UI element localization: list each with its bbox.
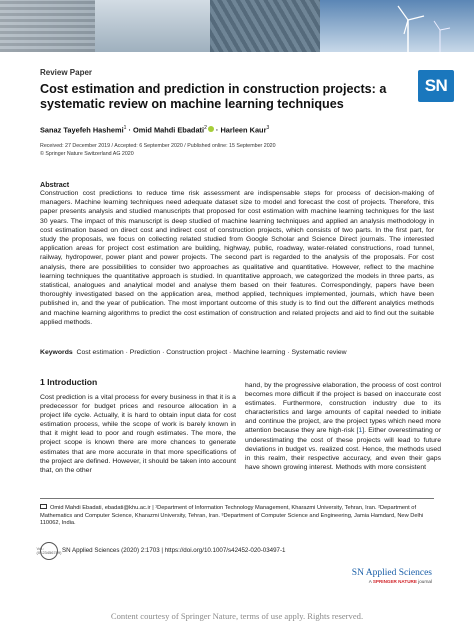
abstract-heading: Abstract <box>40 180 70 189</box>
affiliation-marker: 3 <box>266 125 270 131</box>
affiliations-footnote <box>40 504 434 528</box>
affiliations-text: Omid Mahdi Ebadati, ebadati@khu.ac.ir | ¹Department of Information Technology Management, Kharazmi University, Tehran, Iran. ²Department of Mathematics and Computer Science, Kharazmi University, Tehran, Iran. ³Department of Computer Science and Engineering, Jamia Hamdard, New Delhi 110062, India. <box>40 505 424 527</box>
author-separator: · <box>213 125 221 135</box>
crossmark-badge[interactable] <box>36 542 62 560</box>
intro-column-right <box>245 381 441 472</box>
dates-line: Received: 27 December 2019 / Accepted: 6 September 2020 / Published online: 15 September 2020 <box>40 143 276 149</box>
envelope-icon <box>40 504 47 509</box>
badge-text: Vol.:(0123456789) <box>36 546 62 555</box>
copyright-line: © Springer Nature Switzerland AG 2020 <box>40 150 134 157</box>
journal-name: SN Applied Sciences <box>351 568 432 578</box>
journal-brand <box>352 568 432 584</box>
paper-title: Cost estimation and prediction in construction projects: a systematic review on machine learning techniques <box>40 82 387 111</box>
affiliation-marker: 2 <box>204 125 207 131</box>
author-separator: · <box>126 125 134 135</box>
header-banner-image <box>0 0 474 52</box>
keywords <box>40 349 434 356</box>
body-text: hand, by the progressive elaboration, the process of cost control becomes more difficult if the project is based on inaccurate cost estimates. Furthermore, construction industry due to its characteristics and large amounts of capital needed to initiate and continue the project, are the project types which need more attention because they are high-risk [ <box>245 382 441 435</box>
publisher-line <box>352 579 432 584</box>
section-heading: 1 Introduction <box>40 377 98 387</box>
section-label: Review Paper <box>40 68 93 77</box>
keywords-label: Keywords <box>40 349 73 356</box>
author-name[interactable]: Omid Mahdi Ebadati <box>133 125 205 135</box>
publication-dates <box>40 143 276 158</box>
publisher-name: SPRINGER NATURE <box>372 579 417 584</box>
wind-turbine-icon <box>0 0 474 52</box>
intro-column-left: Cost prediction is a vital process for every business in that it is a predecessor for budget prices and resource allocation in a project life cycle. Actually, it is hard to obtain input data for cost estimation process, while the scope of work is barely known in that it might lead to poor and rough estimates. The more, the project scope is known there are more chances to generate estimates that are more accurate in that more specifications of the project are defined. However, it should be taken into account that, on the other <box>40 394 236 474</box>
abstract-text: Construction cost predictions to reduce time risk assessment are indispensable steps for process of decision-making of managers. Machine learning techniques need adequate dataset size to model and forecast the cost of projects. Therefore, this paper presents analysis and studied manuscripts that proposed for cost estimation with machine learning techniques for the last 30 years. The impact of this manuscript is deep studied of machine learning techniques and applied an analysis methodology in cost estimation based on direct cost and indirect cost of construction projects, which consists of two parts. In the first part, for study the proposals, we focus on collecting related studied from Google Scholar and Science Direct journals. The interested application areas for project cost estimation are building, highway, public, roadway, water-related constructions, road tunnel, railway, hydropower, power plant and power projects. The second part is regarded to the analysis of the proposals. For cost analysis, there are possibilities to consider two approaches as qualitative and quantitative. However, reflect to the machine learning techniques the quantitative approach is studied. In quantitative approach, we categorized the models in three parts, as statistical, analogues and analytical model and analyse them based on their features. Correspondingly, papers have been thoroughly investigated based on the application area, method applied, techniques implemented, journals, which have been published in, and the year of publication. The most important outcome of this study is to find out the different analytics methods and machine learning algorithms to predict the cost estimation of construction and related projects and aid to find out the suitable applied methods. <box>40 190 434 326</box>
body-text: ]. Either overestimating or underestimating the cost of these projects will lead to future deviations in budget vs. realized cost. Hence, the methods used in this realm, their respective accuracy, and even their gaps have shown growing interest. Methods with more consistent <box>245 427 441 471</box>
sn-logo: SN <box>418 70 454 102</box>
courtesy-notice: Content courtesy of Springer Nature, terms of use apply. Rights reserved. <box>110 611 364 621</box>
footnote-divider <box>40 498 434 499</box>
journal-reference[interactable]: SN Applied Sciences (2020) 2:1703 | https://doi.org/10.1007/s42452-020-03497-1 <box>62 547 286 554</box>
affiliation-marker: 1 <box>123 125 127 131</box>
author-list <box>40 125 269 134</box>
publisher-prefix: A <box>368 579 373 584</box>
publisher-suffix: journal <box>416 579 432 584</box>
author-name[interactable]: Harleen Kaur <box>220 125 267 135</box>
author-name[interactable]: Sanaz Tayefeh Hashemi <box>40 125 124 135</box>
keywords-text: Cost estimation · Prediction · Construction project · Machine learning · Systematic review <box>76 349 347 356</box>
citation-link[interactable]: 1 <box>358 427 363 435</box>
